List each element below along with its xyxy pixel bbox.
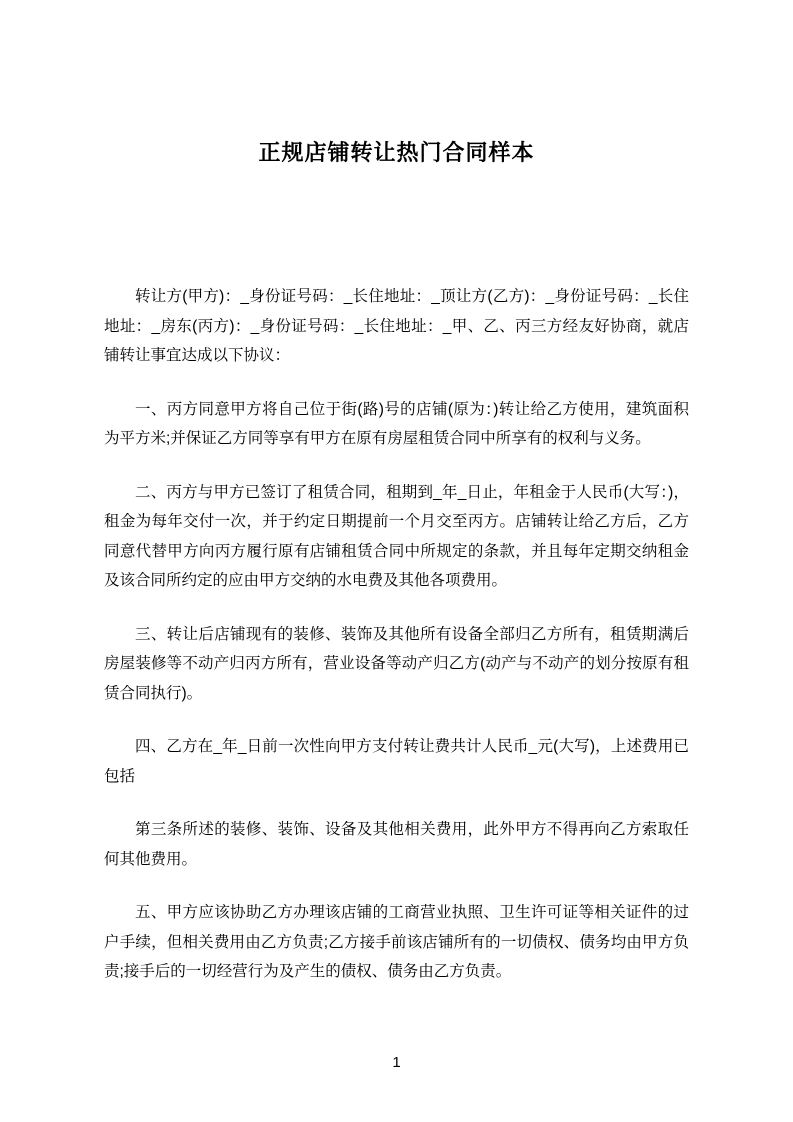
document-body [0,282,793,987]
document-title: 正规店铺转让热门合同样本 [258,140,535,165]
paragraph-clause-5: 五、甲方应该协助乙方办理该店铺的工商营业执照、卫生许可证等相关证件的过户手续，但相关费用由乙方负责;乙方接手前该店铺所有的一切债权、债务均由甲方负责;接手后的一切经营行为及产生的债权、债务由乙方负责。 [104,904,689,980]
paragraph-clause-4: 四、乙方在_年_日前一次性向甲方支付转让费共计人民币_元(大写)，上述费用已包括 [104,738,689,785]
paragraph-clause-4-continued: 第三条所述的装修、装饰、设备及其他相关费用，此外甲方不得再向乙方索取任何其他费用。 [104,821,689,868]
paragraph-clause-1: 一、丙方同意甲方将自己位于街(路)号的店铺(原为：)转让给乙方使用，建筑面积为平方米;并保证乙方同等享有甲方在原有房屋租赁合同中所享有的权利与义务。 [104,400,689,447]
page-number: 1 [392,1054,401,1071]
paragraph-parties: 转让方(甲方)：_身份证号码：_长住地址：_顶让方(乙方)：_身份证号码：_长住地址：_房东(丙方)：_身份证号码：_长住地址：_甲、乙、丙三方经友好协商，就店铺转让事宜达成以下协议： [104,288,689,364]
paragraph-clause-2: 二、丙方与甲方已签订了租赁合同，租期到_年_日止，年租金于人民币(大写：)，租金为每年交付一次，并于约定日期提前一个月交至丙方。店铺转让给乙方后，乙方同意代替甲方向丙方履行原有店铺租赁合同中所规定的条款，并且每年定期交纳租金及该合同所约定的应由甲方交纳的水电费及其他各项费用。 [104,483,689,589]
paragraph-clause-3: 三、转让后店铺现有的装修、装饰及其他所有设备全部归乙方所有，租赁期满后房屋装修等不动产归丙方所有，营业设备等动产归乙方(动产与不动产的划分按原有租赁合同执行)。 [104,625,689,702]
